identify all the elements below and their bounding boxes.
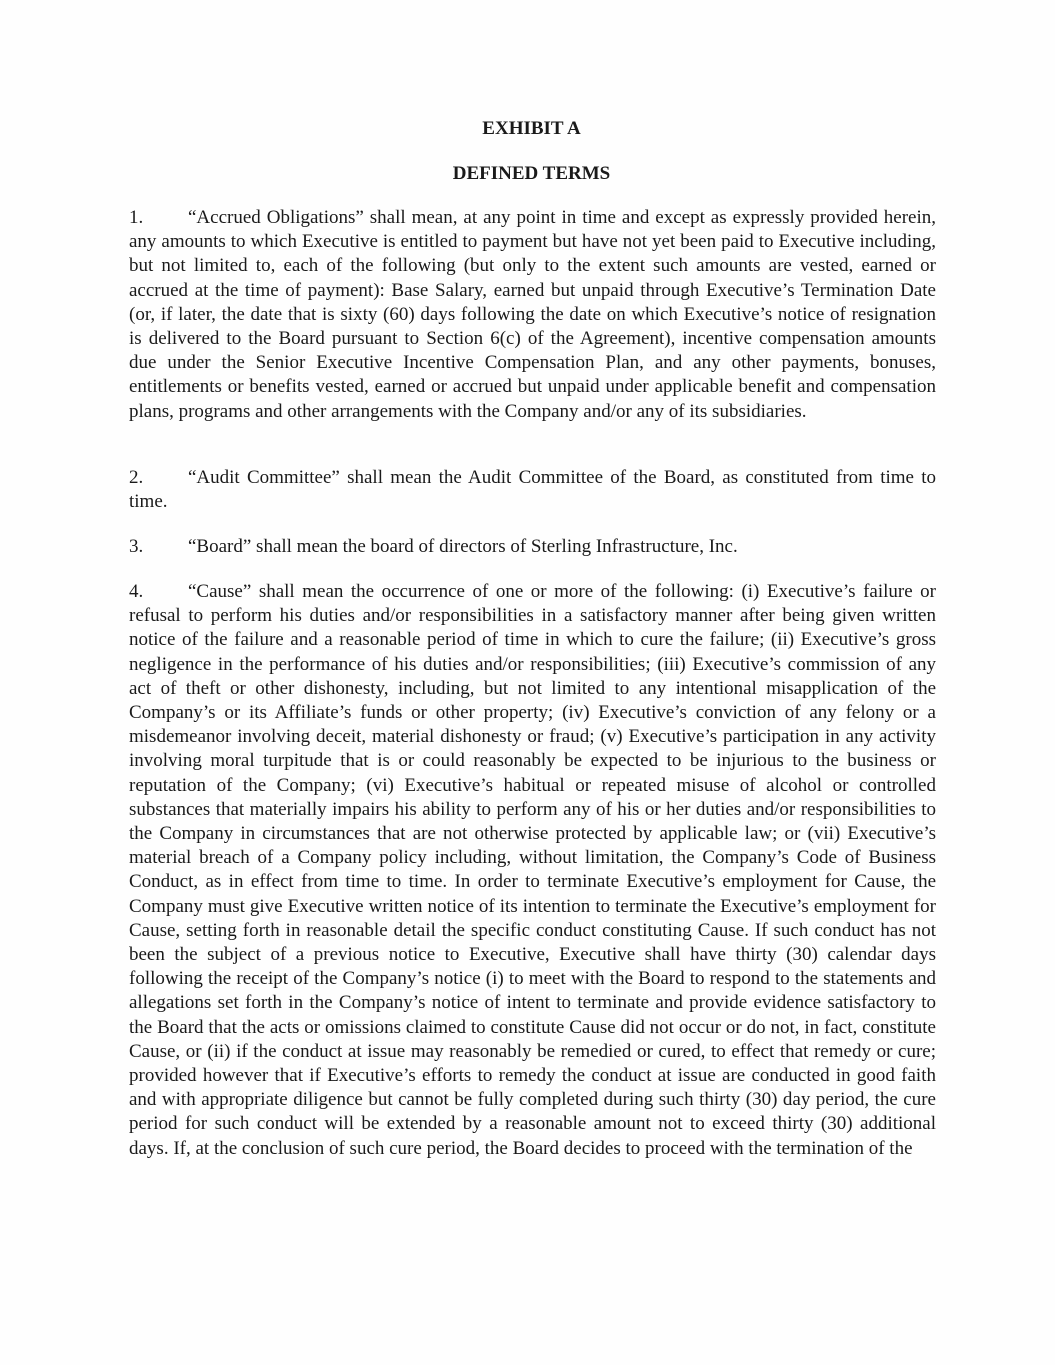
paragraph-text: “Cause” shall mean the occurrence of one or more of the following: (i) Executive’s failure or refusal to perform his duties and/or responsibilities in a satisfactory manner after being given written notice of the failure and a reasonable period of time in which to cure the failure; (ii) Executive’s gross negligence in the performance of his duties and/or responsibilities; (iii) Executive’s commission of any act of theft or other dishonesty, including, but not limited to any intentional misapplication of the Company’s or its Affiliate’s funds or other property; (iv) Executive’s conviction of any felony or a misdemeanor involving deceit, material dishonesty or fraud; (v) Executive’s participation in any activity involving moral turpitude that is or could reasonably be expected to be injurious to the business or reputation of the Company; (vi) Executive’s habitual or repeated misuse of alcohol or controlled substances that materially impairs his ability to perform any of his or her duties and/or responsibilities to the Company in circumstances that are not otherwise protected by applicable law; or (vii) Executive’s material breach of a Company policy including, without limitation, the Company’s Code of Business Conduct, as in effect from time to time. In order to terminate Executive’s employment for Cause, the Company must give Executive written notice of its intention to terminate the Executive’s employment for Cause, setting forth in reasonable detail the specific conduct constituting Cause. If such conduct has not been the subject of a previous notice to Executive, Executive shall have thirty (30) calendar days following the receipt of the Company’s notice (i) to meet with the Board to respond to the statements and allegations set forth in the Company’s notice of intent to terminate and provide evidence satisfactory to the Board that the acts or omissions claimed to constitute Cause did not occur or do not, in fact, constitute Cause, or (ii) if the conduct at issue may reasonably be remedied or cured, to effect that remedy or cure; provided however that if Executive’s efforts to remedy the conduct at issue are conducted in good faith and with appropriate diligence but cannot be fully completed during such thirty (30) day period, the cure period for such conduct will be extended by a reasonable amount not to exceed thirty (30) additional days. If, at the conclusion of such cure period, the Board decides to proceed with the termination of the	[129, 581, 936, 1159]
paragraph-number: 1.	[129, 207, 144, 228]
paragraph-cause	[129, 580, 936, 1161]
paragraph-accrued-obligations	[129, 206, 936, 424]
paragraph-number: 4.	[129, 581, 144, 602]
paragraph-text: “Board” shall mean the board of directors of Sterling Infrastructure, Inc.	[188, 536, 738, 557]
paragraph-number: 3.	[129, 536, 144, 557]
exhibit-title: EXHIBIT A	[482, 118, 581, 139]
paragraph-board	[129, 535, 936, 559]
paragraph-audit-committee	[129, 466, 936, 514]
paragraph-text: “Audit Committee” shall mean the Audit Committee of the Board, as constituted from time to time.	[129, 467, 936, 513]
section-heading: DEFINED TERMS	[452, 163, 611, 184]
paragraph-text: “Accrued Obligations” shall mean, at any point in time and except as expressly provided herein, any amounts to which Executive is entitled to payment but have not yet been paid to Executive including, but not limited to, each of the following (but only to the extent such amounts are vested, earned or accrued at the time of payment): Base Salary, earned but unpaid through Executive’s Termination Date (or, if later, the date that is sixty (60) days following the date on which Executive’s notice of resignation is delivered to the Board pursuant to Section 6(c) of the Agreement), incentive compensation amounts due under the Senior Executive Incentive Compensation Plan, and any other payments, bonuses, entitlements or benefits vested, earned or accrued but unpaid under applicable benefit and compensation plans, programs and other arrangements with the Company and/or any of its subsidiaries.	[129, 207, 936, 422]
paragraph-number: 2.	[129, 467, 144, 488]
